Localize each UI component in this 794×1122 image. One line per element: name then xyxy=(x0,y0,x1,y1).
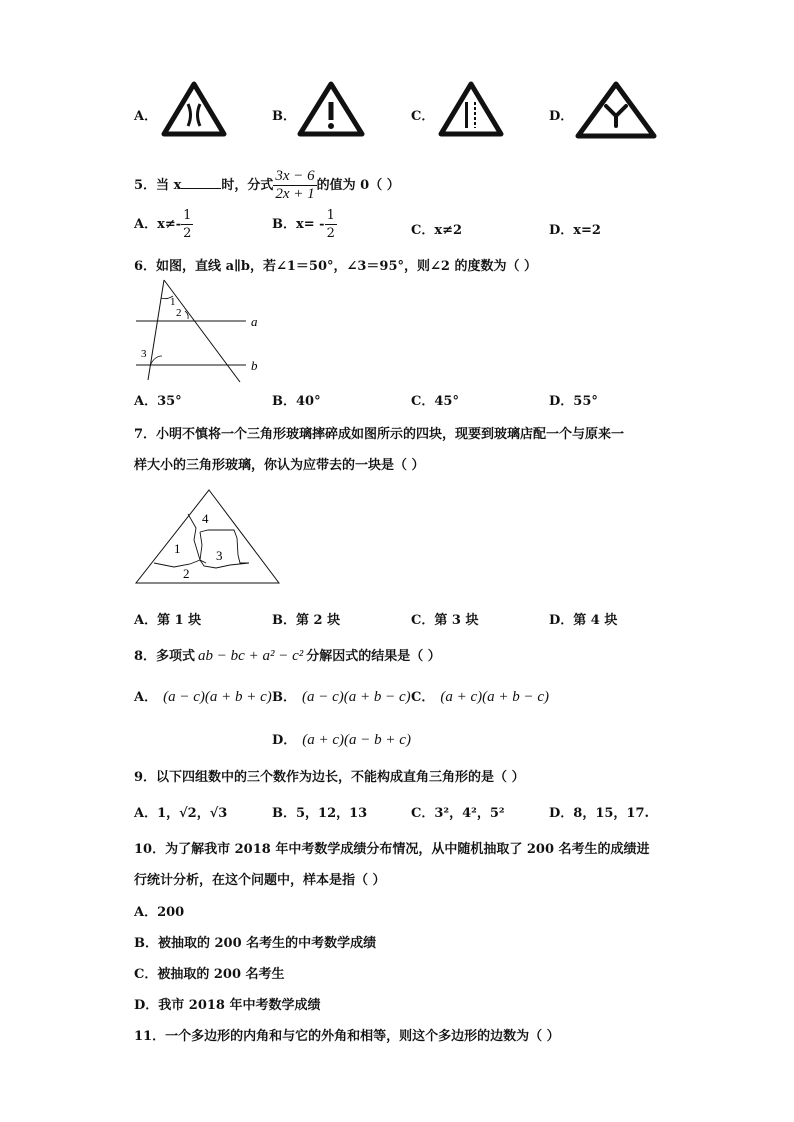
q8-option-d xyxy=(272,729,411,749)
angle-2-label: 2 xyxy=(176,307,182,319)
q10-option-a: A．200 xyxy=(134,905,185,920)
q9-option-d: D．8，15，17. xyxy=(549,806,650,821)
angle-1-label: 1 xyxy=(170,296,176,308)
q9-option-a: A．1，√2，√3 xyxy=(134,806,228,821)
narrowing-road-sign-icon xyxy=(160,80,228,138)
q8-option-c-expr: (a + c)(a + b − c) xyxy=(440,689,550,705)
q5-option-b xyxy=(272,207,337,243)
line-b-label: b xyxy=(251,358,258,373)
q10-option-c: C．被抽取的 200 名考生 xyxy=(134,967,285,982)
piece-3-label: 3 xyxy=(216,548,223,563)
question-7-stem-line-1: 7．小明不慎将一个三角形玻璃摔碎成如图所示的四块，现要到玻璃店配一个与原来一 xyxy=(134,427,625,442)
question-10-stem-line-2: 行统计分析，在这个问题中，样本是指（ ） xyxy=(134,873,386,888)
q5-option-a xyxy=(134,207,193,243)
q5-stem-part-c: 的值为 0（ ） xyxy=(316,178,400,193)
q5-stem-part-b: 时，分式 xyxy=(221,178,274,193)
q8-option-a-label: A． xyxy=(134,690,158,705)
question-6-stem: 6．如图，直线 a∥b，若∠1＝50°，∠3＝95°，则∠2 的度数为（ ） xyxy=(134,259,538,274)
half-numerator: 1 xyxy=(326,208,335,223)
parallel-lines-figure xyxy=(130,278,270,382)
q8-polynomial: ab − bc + a² − c² xyxy=(198,648,304,664)
q8-option-d-expr: (a + c)(a − b + c) xyxy=(302,732,411,748)
q6-option-b: B．40° xyxy=(272,394,321,409)
fraction-denominator: 2x + 1 xyxy=(275,186,315,202)
q8-option-c xyxy=(411,686,549,706)
q8-option-b-label: B． xyxy=(272,690,296,705)
broken-glass-triangle-figure xyxy=(134,488,282,586)
q6-option-d: D．55° xyxy=(549,394,598,409)
answer-blank xyxy=(181,174,221,189)
q8-option-b xyxy=(272,686,411,706)
lane-divider-sign-icon xyxy=(437,80,505,138)
q10-option-b: B．被抽取的 200 名考生的中考数学成绩 xyxy=(134,936,377,951)
piece-1-label: 1 xyxy=(174,541,181,556)
half-denominator: 2 xyxy=(326,226,335,241)
q5-option-b-text: B．x= - xyxy=(272,217,325,232)
q7-option-c: C．第 3 块 xyxy=(411,613,479,628)
option-b-label: B． xyxy=(272,109,296,124)
line-a-label: a xyxy=(251,314,258,329)
piece-2-label: 2 xyxy=(183,566,190,581)
q8-option-a xyxy=(134,686,272,706)
q8-option-c-label: C． xyxy=(411,690,435,705)
option-d-label: D． xyxy=(549,109,574,124)
q5-option-d: D．x=2 xyxy=(549,223,601,238)
half-numerator: 1 xyxy=(183,208,192,223)
half-fraction xyxy=(181,207,193,242)
q9-option-b: B．5，12，13 xyxy=(272,806,368,821)
q8-option-a-expr: (a − c)(a + b + c) xyxy=(163,689,272,705)
q5-option-c: C．x≠2 xyxy=(411,223,463,238)
question-11-stem: 11．一个多边形的内角和与它的外角和相等，则这个多边形的边数为（ ） xyxy=(134,1029,560,1044)
question-5-stem xyxy=(134,166,400,206)
q6-option-c: C．45° xyxy=(411,394,459,409)
q8-option-d-label: D． xyxy=(272,733,297,748)
q5-option-a-text: A．x≠- xyxy=(134,217,182,232)
q7-option-a: A．第 1 块 xyxy=(134,613,202,628)
option-c-label: C． xyxy=(411,109,435,124)
option-a-label: A． xyxy=(134,109,158,124)
half-fraction xyxy=(325,207,337,242)
q10-option-d: D．我市 2018 年中考数学成绩 xyxy=(134,998,321,1013)
angle-3-label: 3 xyxy=(141,348,147,360)
q8-option-b-expr: (a − c)(a + b − c) xyxy=(302,689,411,705)
road-fork-sign-icon xyxy=(574,80,658,140)
fraction-numerator: 3x − 6 xyxy=(275,168,315,184)
q6-option-a: A．35° xyxy=(134,394,182,409)
q5-stem-part-a: 5．当 x xyxy=(134,178,182,193)
piece-4-label: 4 xyxy=(202,511,209,526)
q8-stem-prefix: 8．多项式 xyxy=(134,649,196,664)
q7-option-b: B．第 2 块 xyxy=(272,613,341,628)
half-denominator: 2 xyxy=(183,226,192,241)
q9-option-c: C．3²，4²，5² xyxy=(411,806,505,821)
q8-stem-suffix: 分解因式的结果是（ ） xyxy=(306,649,441,664)
question-7-stem-line-2: 样大小的三角形玻璃，你认为应带去的一块是（ ） xyxy=(134,458,425,473)
q7-option-d: D．第 4 块 xyxy=(549,613,618,628)
fraction-expression xyxy=(273,168,316,203)
question-8-stem xyxy=(134,645,441,665)
question-9-stem: 9．以下四组数中的三个数作为边长，不能构成直角三角形的是（ ） xyxy=(134,770,525,785)
exclamation-warning-sign-icon xyxy=(296,80,366,138)
question-10-stem-line-1: 10．为了解我市 2018 年中考数学成绩分布情况，从中随机抽取了 200 名考生的成绩进 xyxy=(134,842,650,857)
